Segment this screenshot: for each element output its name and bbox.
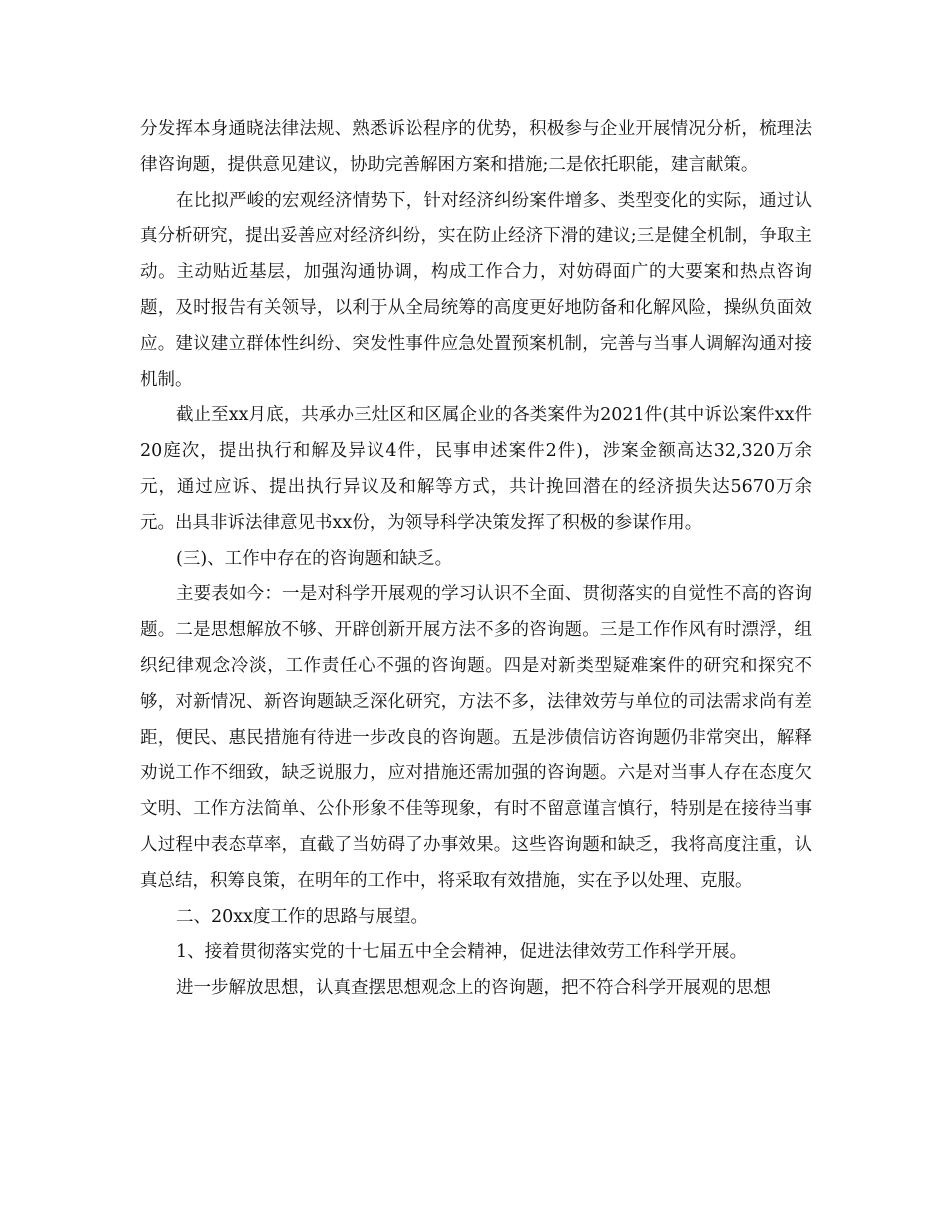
paragraph-1: 分发挥本身通晓法律法规、熟悉诉讼程序的优势，积极参与企业开展情况分析，梳理法律咨询题，提供意见建议，协助完善解困方案和措施;二是依托职能，建言献策。 — [140, 119, 812, 175]
subsection-heading-1: 1、接着贯彻落实党的十七届五中全会精神，促进法律效劳工作科学开展。 — [176, 942, 748, 963]
section-heading-3: (三)、工作中存在的咨询题和缺乏。 — [176, 548, 453, 569]
paragraph-5: 进一步解放思想，认真查摆思想观念上的咨询题，把不符合科学开展观的思想 — [176, 978, 771, 999]
paragraph-2: 在比拟严峻的宏观经济情势下，针对经济纠纷案件增多、类型变化的实际，通过认真分析研究，提出妥善应对经济纠纷，实在防止经济下滑的建议;三是健全机制，争取主动。主动贴近基层，加强沟通协调，构成工作合力，对妨碍面广的大要案和热点咨询题，及时报告有关领导，以利于从全局统筹的高度更好地防备和化解风险，操纵负面效应。建议建立群体性纠纷、突发性事件应急处置预案机制，完善与当事人调解沟通对接机制。 — [140, 190, 812, 390]
paragraph-4: 主要表如今：一是对科学开展观的学习认识不全面、贯彻落实的自觉性不高的咨询题。二是思想解放不够、开辟创新开展方法不多的咨询题。三是工作作风有时漂浮，组织纪律观念冷淡，工作责任心不强的咨询题。四是对新类型疑难案件的研究和探究不够，对新情况、新咨询题缺乏深化研究，方法不多，法律效劳与单位的司法需求尚有差距，便民、惠民措施有待进一步改良的咨询题。五是涉债信访咨询题仍非常突出，解释劝说工作不细致，缺乏说服力，应对措施还需加强的咨询题。六是对当事人存在态度欠文明、工作方法简单、公仆形象不佳等现象，有时不留意谨言慎行，特别是在接待当事人过程中表态草率，直截了当妨碍了办事效果。这些咨询题和缺乏，我将高度注重，认真总结，积筹良策，在明年的工作中，将采取有效措施，实在予以处理、克服。 — [140, 584, 812, 891]
section-heading-2: 二、20xx度工作的思路与展望。 — [176, 906, 429, 927]
document-body — [140, 112, 812, 1007]
paragraph-3: 截止至xx月底，共承办三灶区和区属企业的各类案件为2021件(其中诉讼案件xx件20庭次，提出执行和解及异议4件，民事申述案件2件)，涉案金额高达32,320万余元，通过应诉、提出执行异议及和解等方式，共计挽回潜在的经济损失达5670万余元。出具非诉法律意见书xx份，为领导科学决策发挥了积极的参谋作用。 — [140, 405, 812, 533]
